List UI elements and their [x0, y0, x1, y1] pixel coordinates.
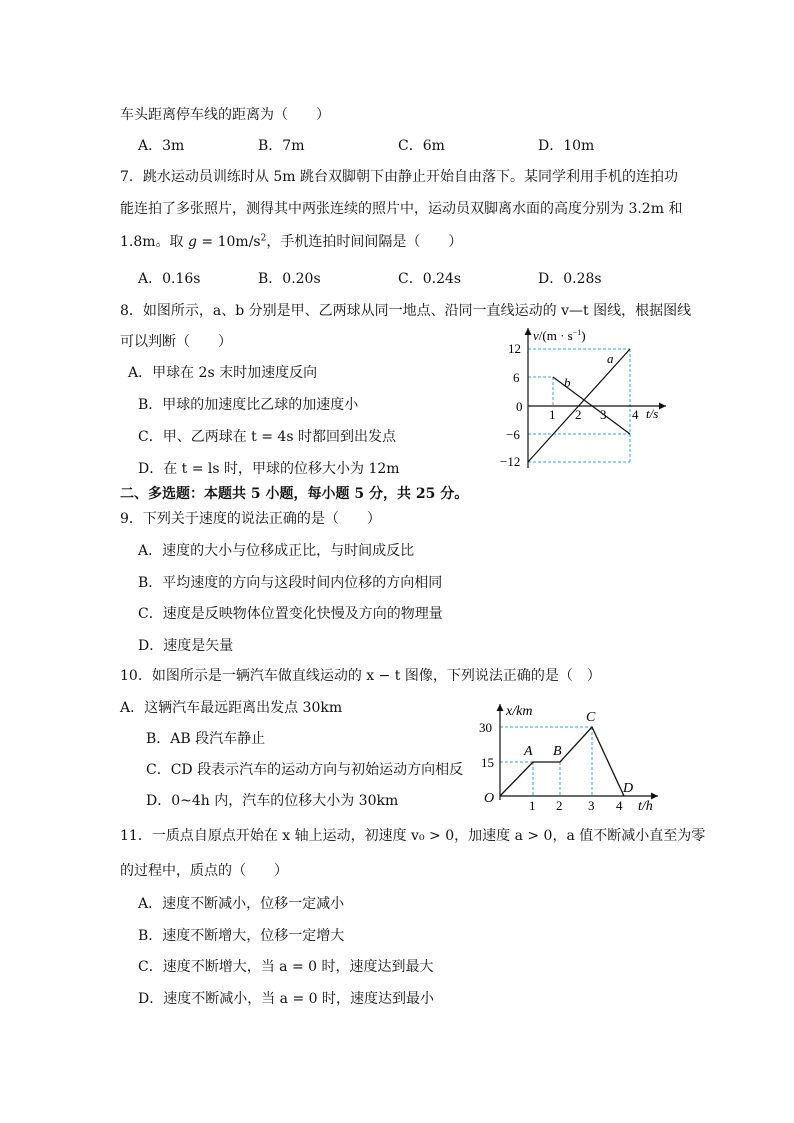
- q10-point-b: B: [553, 744, 562, 759]
- q8-label-b: b: [564, 375, 571, 390]
- q10-option-c: C．CD 段表示汽车的运动方向与初始运动方向相反: [146, 762, 464, 778]
- q10-xtick-1: 1: [529, 798, 536, 813]
- q10-option-d: D．0~4h 内，汽车的位移大小为 30km: [146, 793, 399, 809]
- q8-option-a: A．甲球在 2s 末时加速度反向: [128, 365, 318, 381]
- q8-ytick-12: 12: [508, 341, 521, 356]
- q8-xtick-1: 1: [549, 407, 556, 422]
- q10-xt-graph: [478, 696, 678, 814]
- q6-option-c: C．6m: [398, 138, 445, 154]
- q8-vt-graph: [496, 320, 686, 472]
- q7-option-c: C．0.24s: [398, 271, 462, 287]
- q8-xtick-4: 4: [632, 407, 639, 422]
- q10-xt-line: [500, 727, 624, 796]
- q9-option-c: C．速度是反映物体位置变化快慢及方向的物理量: [138, 606, 443, 622]
- q8-xtick-3: 3: [600, 407, 607, 422]
- q11-option-a: A．速度不断减小，位移一定减小: [138, 896, 345, 912]
- q9-option-b: B．平均速度的方向与这段时间内位移的方向相同: [138, 575, 443, 591]
- q11-option-d: D．速度不断减小，当 a = 0 时，速度达到最小: [138, 991, 435, 1007]
- q11-stem-line2: 的过程中，质点的（ ）: [120, 863, 288, 879]
- q10-option-a: A．这辆汽车最远距离出发点 30km: [120, 700, 343, 716]
- q7-stem-line1: 7．跳水运动员训练时从 5m 跳台双脚朝下由静止开始自由落下。某同学利用手机的连拍功: [120, 169, 678, 185]
- q10-origin-label: O: [484, 791, 495, 806]
- q7-option-b: B．0.20s: [258, 271, 321, 287]
- q10-xlabel: t/h: [638, 799, 653, 814]
- q8-ytick-6: 6: [513, 370, 520, 385]
- q8-label-a: a: [607, 351, 614, 366]
- q10-xtick-4: 4: [616, 798, 623, 813]
- q6-option-a: A．3m: [138, 138, 185, 154]
- q8-ytick-neg6: −6: [506, 427, 520, 442]
- q10-point-a: A: [524, 744, 533, 759]
- q8-stem-line1: 8．如图所示，a、b 分别是甲、乙两球从同一地点、沿同一直线运动的 v—t 图线，根据图线: [120, 303, 692, 319]
- q8-origin-label: 0: [516, 399, 523, 414]
- q8-ylabel: $v/(m \cdot s^{-1})$: [533, 328, 586, 343]
- q10-point-c: C: [586, 710, 596, 725]
- q10-point-d: D: [623, 781, 634, 796]
- q10-option-b: B．AB 段汽车静止: [146, 731, 266, 747]
- q8-option-d: D．在 t = ls 时，甲球的位移大小为 12m: [138, 461, 400, 477]
- q6-option-b: B．7m: [258, 138, 305, 154]
- q8-stem-line2: 可以判断（ ）: [120, 334, 232, 350]
- q7-stem-line3: 1.8m。取 $g = 10m/s^2$，手机连拍时间间隔是（ ）: [120, 233, 463, 250]
- q8-xtick-2: 2: [575, 407, 582, 422]
- q10-ytick-30: 30: [479, 720, 492, 735]
- q10-ytick-15: 15: [481, 755, 494, 770]
- q10-xtick-3: 3: [588, 798, 595, 813]
- q8-option-c: C．甲、乙两球在 t = 4s 时都回到出发点: [138, 429, 396, 445]
- q11-option-c: C．速度不断增大，当 a = 0 时，速度达到最大: [138, 959, 434, 975]
- q9-option-d: D．速度是矢量: [138, 638, 234, 654]
- q7-option-a: A．0.16s: [138, 271, 201, 287]
- section2-heading: 二、多选题：本题共 5 小题，每小题 5 分，共 25 分。: [120, 486, 469, 502]
- q9-stem: 9．下列关于速度的说法正确的是（ ）: [120, 511, 381, 527]
- q7-option-d: D．0.28s: [538, 271, 602, 287]
- q11-stem-line1: 11．一质点自原点开始在 x 轴上运动，初速度 v₀ > 0，加速度 a > 0，a 值不断减小直至为零: [120, 828, 706, 844]
- q6-stem-tail: 车头距离停车线的距离为（ ）: [120, 107, 330, 123]
- q10-ylabel: x/km: [506, 704, 533, 719]
- q8-option-b: B．甲球的加速度比乙球的加速度小: [138, 397, 359, 413]
- q10-xtick-2: 2: [556, 798, 563, 813]
- q11-option-b: B．速度不断增大，位移一定增大: [138, 928, 345, 944]
- q7-stem-line2: 能连拍了多张照片，测得其中两张连续的照片中，运动员双脚离水面的高度分别为 3.2m 和: [120, 201, 683, 217]
- q8-xlabel: t/s: [646, 406, 659, 421]
- q10-stem: 10．如图所示是一辆汽车做直线运动的 x − t 图像，下列说法正确的是（ ）: [120, 668, 601, 684]
- q6-option-d: D．10m: [538, 138, 595, 154]
- q9-option-a: A．速度的大小与位移成正比，与时间成反比: [138, 543, 415, 559]
- q8-ytick-neg12: −12: [500, 454, 521, 469]
